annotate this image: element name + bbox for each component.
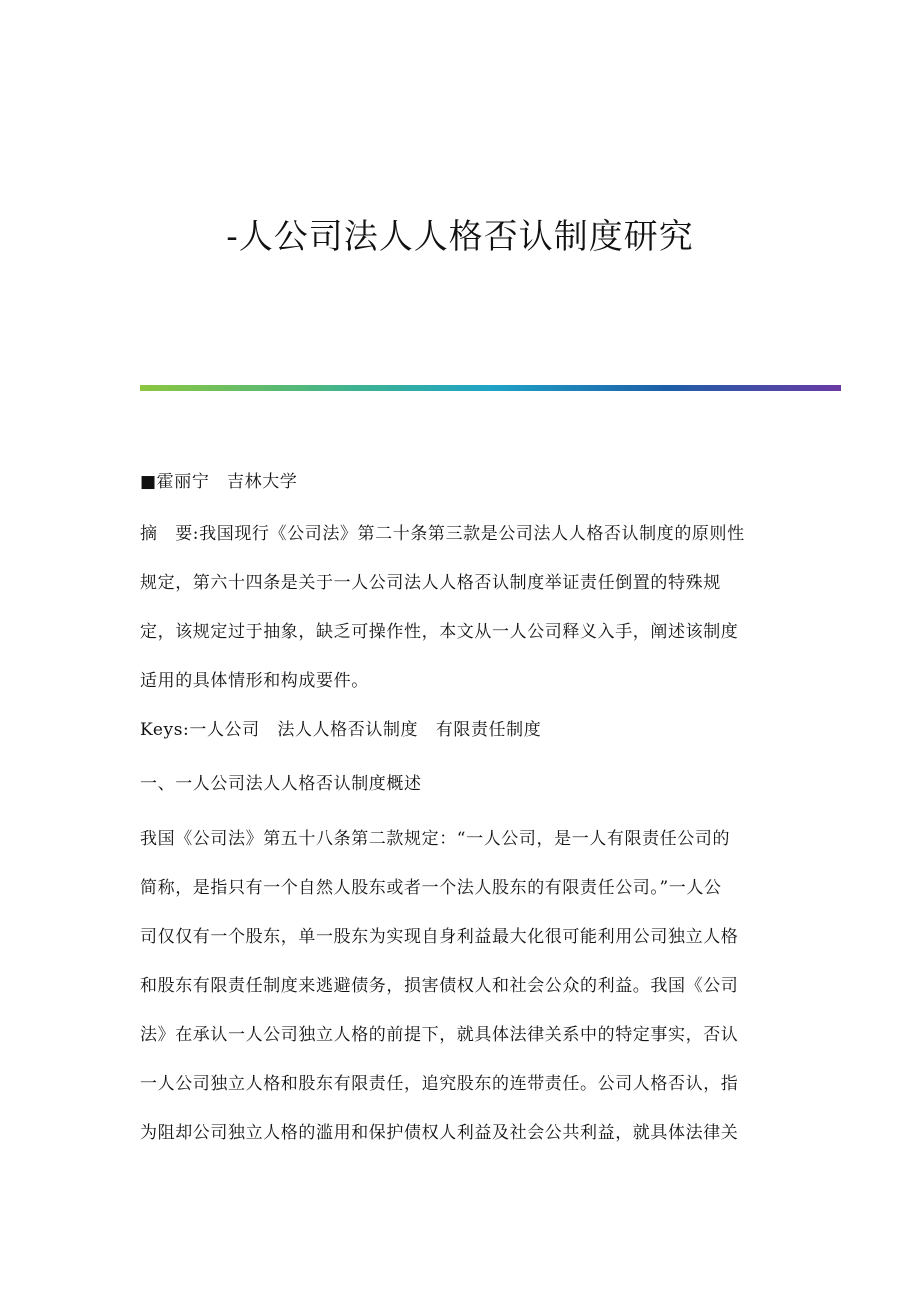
body-line: 司仅仅有一个股东，单一股东为实现自身利益最大化很可能利用公司独立人格 xyxy=(140,927,739,947)
body-line: 简称，是指只有一个自然人股东或者一个法人股东的有限责任公司。”一人公 xyxy=(140,878,722,898)
section-heading: 一、一人公司法人人格否认制度概述 xyxy=(140,774,422,794)
abstract-line: 规定，第六十四条是关于一人公司法人人格否认制度举证责任倒置的特殊规 xyxy=(140,573,721,593)
document-title: -人公司法人人格否认制度研究 xyxy=(226,217,694,257)
body-line: 我国《公司法》第五十八条第二款规定：“一人公司，是一人有限责任公司的 xyxy=(140,829,731,849)
body-line: 法》在承认一人公司独立人格的前提下，就具体法律关系中的特定事实，否认 xyxy=(140,1025,739,1045)
body-line: 一人公司独立人格和股东有限责任，追究股东的连带责任。公司人格否认，指 xyxy=(140,1074,739,1094)
title-divider xyxy=(140,385,841,391)
abstract-line: 摘 要:我国现行《公司法》第二十条第三款是公司法人人格否认制度的原则性 xyxy=(140,524,745,544)
abstract-line: 适用的具体情形和构成要件。 xyxy=(140,671,369,691)
body-paragraph xyxy=(140,823,780,1166)
body-line: 为阻却公司独立人格的滥用和保护债权人利益及社会公共利益，就具体法律关 xyxy=(140,1123,739,1143)
author-line: ■霍丽宁 吉林大学 xyxy=(140,472,298,492)
abstract-line: 定，该规定过于抽象，缺乏可操作性，本文从一人公司释义入手，阐述该制度 xyxy=(140,622,739,642)
abstract xyxy=(140,518,780,714)
keywords-line: Keys:一人公司 法人人格否认制度 有限责任制度 xyxy=(140,720,542,740)
document-body xyxy=(140,466,780,1166)
body-line: 和股东有限责任制度来逃避债务，损害债权人和社会公众的利益。我国《公司 xyxy=(140,976,739,996)
